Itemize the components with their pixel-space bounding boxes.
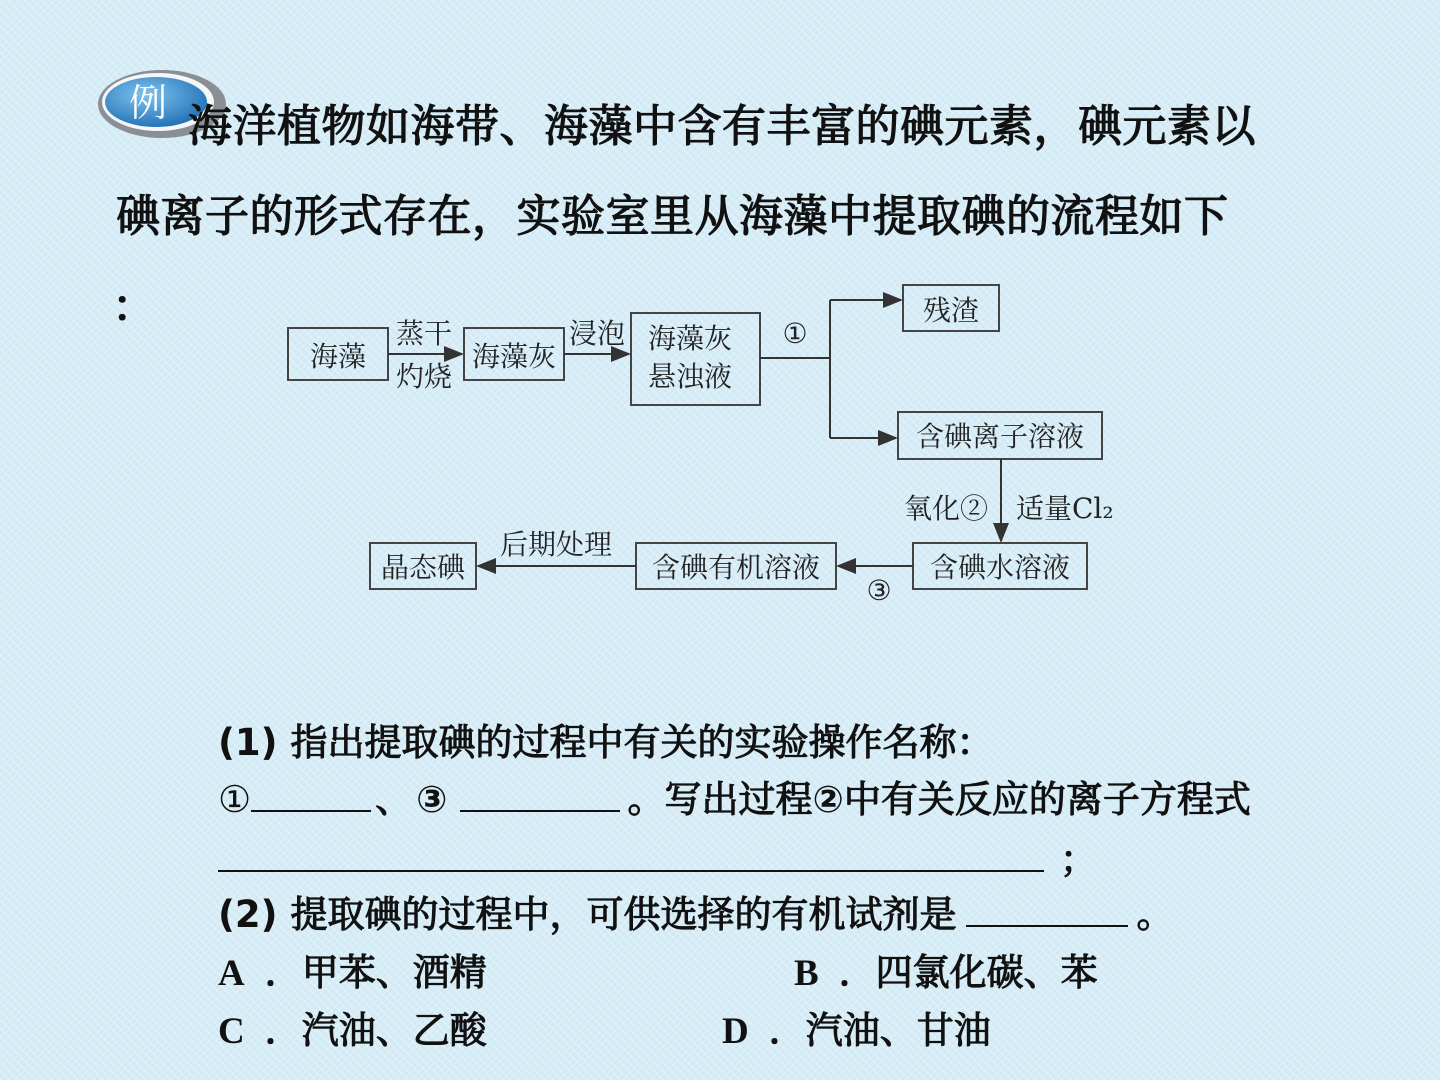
equation-end: ； [1060,838,1097,881]
option-c[interactable] [218,1000,487,1054]
option-b-letter: B [794,953,819,994]
intro-line-3: ： [112,281,157,332]
node-iodide-solution: 含碘离子溶液 [915,420,1085,453]
node-suspension-line1: 海藻灰 [647,322,733,355]
option-c-text: ．汽油、乙酸 [264,1009,487,1052]
intro-line-2: 碘离子的形式存在，实验室里从海藻中提取碘的流程如下 [116,191,1229,242]
option-a[interactable] [218,942,487,996]
equation-blank[interactable] [218,840,1044,872]
extraction-flowchart [280,282,1120,612]
edge-oxidize: 氧化② [903,492,988,525]
answer-blank-3[interactable] [460,780,620,812]
equation-line [218,829,1097,883]
node-ash: 海藻灰 [471,340,557,373]
option-d-text: ．汽油、甘油 [768,1009,991,1052]
option-a-letter: A [218,953,245,994]
question-1-prompt: (1) 指出提取碘的过程中有关的实验操作名称： [218,721,994,764]
edge-reagent: 适量Cl₂ [1016,492,1114,525]
separator: 、 [375,778,413,821]
answer-blank-q2[interactable] [966,895,1128,927]
option-d[interactable] [722,1000,991,1054]
node-crystal: 晶态碘 [380,551,466,584]
edge-post: 后期处理 [499,528,613,561]
edge-soak: 浸泡 [568,317,626,350]
node-aqueous: 含碘水溶液 [929,551,1071,584]
blank-1-label: ① [218,780,252,821]
node-residue: 残渣 [922,294,980,327]
edge-burn: 灼烧 [395,360,453,393]
badge-label: 例 [128,81,168,125]
question-2-prompt: (2) 提取碘的过程中，可供选择的有机试剂是 [218,893,957,936]
option-b[interactable] [794,942,1098,996]
option-d-letter: D [722,1011,749,1052]
node-seaweed: 海藻 [309,340,367,373]
intro-line-1: 海洋植物如海带、海藻中含有丰富的碘元素，碘元素以 [188,101,1256,152]
edge-step1: ① [782,317,808,350]
question-1-answers [218,769,1251,823]
answer-blank-1[interactable] [251,780,371,812]
node-suspension-line2: 悬浊液 [647,360,733,393]
edge-step3: ③ [866,574,892,607]
question-2-end: 。 [1136,893,1174,936]
node-organic: 含碘有机溶液 [651,551,821,584]
option-a-text: ．甲苯、酒精 [264,951,487,994]
option-b-text: ．四氯化碳、苯 [838,951,1098,994]
blank-3-label: ③ [416,778,448,821]
option-c-letter: C [218,1011,245,1052]
question-2 [218,884,1173,938]
edge-dry: 蒸干 [395,317,453,350]
question-1-tail: 。写出过程②中有关反应的离子方程式 [627,778,1251,821]
